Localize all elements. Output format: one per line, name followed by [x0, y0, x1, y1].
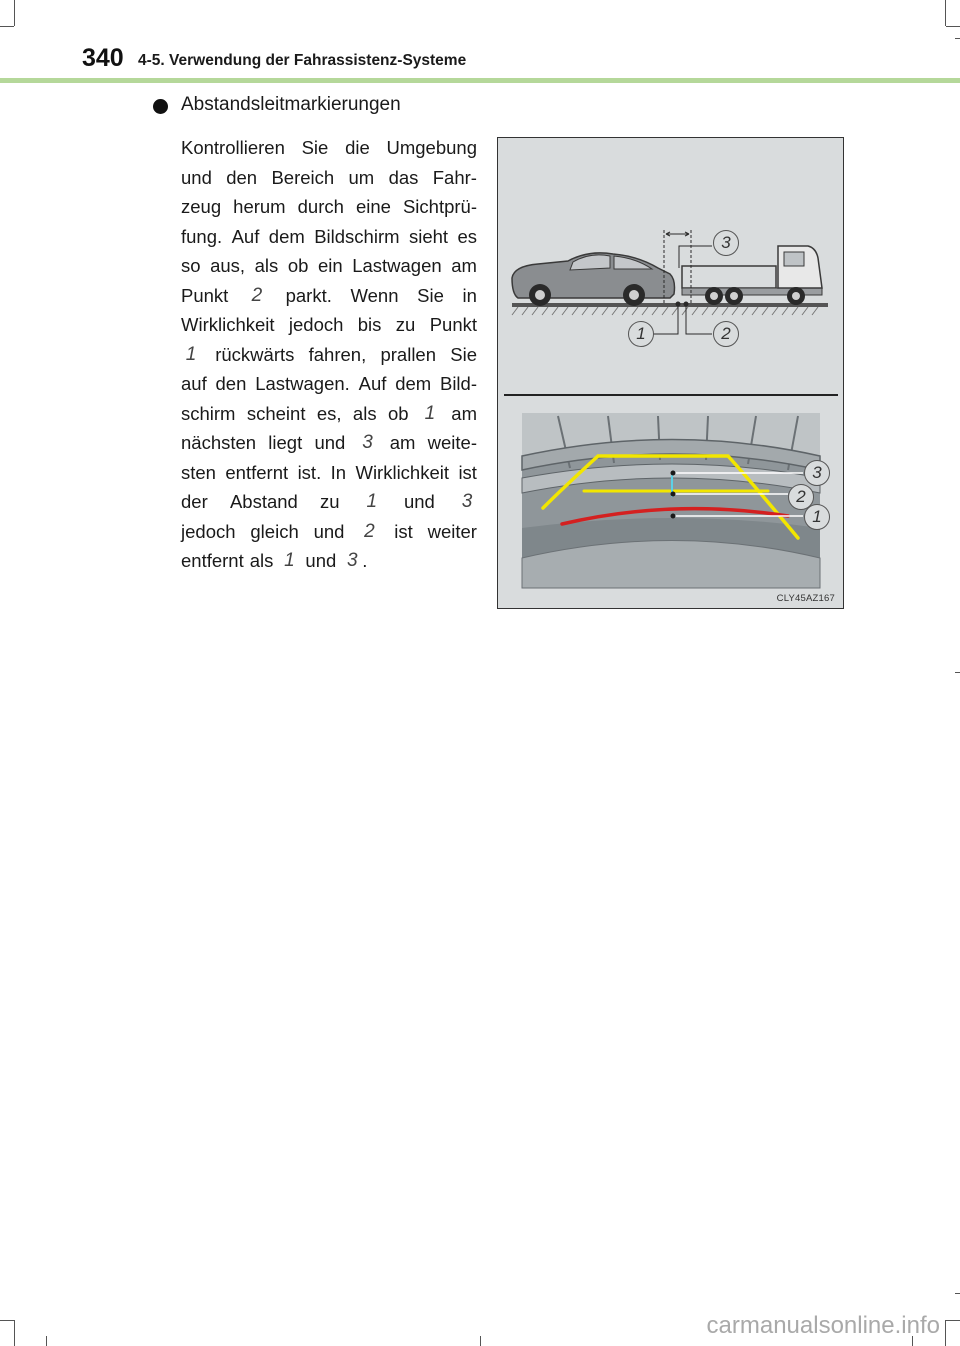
word: Punkt — [181, 284, 229, 306]
word: herum — [233, 196, 286, 217]
word: der — [181, 491, 208, 512]
word: eine — [355, 196, 391, 217]
word: ein — [317, 255, 343, 276]
word: Abstand — [229, 491, 298, 512]
crop-mark — [955, 1293, 960, 1294]
word: Fahr- — [432, 166, 477, 188]
point-reference: 1 — [424, 402, 436, 424]
word: fung. — [181, 225, 223, 247]
text-line — [181, 369, 477, 399]
word: den — [226, 166, 258, 188]
word: dem — [268, 225, 305, 247]
word: und — [305, 550, 337, 571]
word: am — [451, 255, 477, 276]
word: Punkt — [429, 314, 477, 335]
figure-illustration — [498, 138, 844, 609]
figure-code: CLY45AZ167 — [776, 593, 835, 604]
figure-label-1-bottom: 1 — [804, 504, 830, 530]
word: Umgebung — [386, 137, 477, 158]
word: Kontrollieren — [181, 137, 285, 158]
point-reference: 2 — [364, 520, 375, 542]
crop-mark — [955, 38, 960, 39]
figure-label-3-bottom: 3 — [804, 460, 830, 486]
crop-mark — [480, 1336, 481, 1346]
word: Lastwagen. — [255, 373, 350, 394]
word: als — [249, 550, 274, 571]
point-reference: 2 — [251, 284, 263, 306]
word: am — [389, 432, 416, 453]
point-reference: 3 — [346, 550, 358, 571]
word: Bereich — [271, 166, 335, 188]
word: Wirklichkeit — [355, 461, 450, 483]
word: das — [388, 166, 419, 188]
text-line — [181, 281, 477, 311]
word: um — [348, 166, 375, 188]
point-reference: 3 — [461, 491, 473, 512]
word: auf — [181, 373, 207, 394]
word: nächsten — [181, 432, 257, 453]
word: Wenn — [350, 284, 399, 306]
word: ist — [458, 461, 477, 483]
body-text — [181, 133, 477, 576]
point-reference: 1 — [366, 491, 378, 512]
word: Auf — [358, 373, 387, 394]
word: als — [254, 255, 279, 276]
word: durch — [297, 196, 344, 217]
word: sten — [181, 461, 216, 483]
word: und — [181, 166, 212, 188]
word: gleich — [250, 520, 299, 542]
word: jedoch — [288, 314, 344, 335]
word: weiter — [427, 520, 477, 542]
text-line — [181, 222, 477, 252]
word: dem — [395, 373, 432, 394]
point-reference: 1 — [284, 550, 295, 571]
word: sieht — [408, 225, 449, 247]
word: prallen — [380, 343, 437, 365]
word: Sichtprü- — [402, 196, 477, 217]
distance-guide-figure — [497, 137, 844, 609]
word: Sie — [417, 284, 444, 306]
word: aus, — [210, 255, 246, 276]
word: weite- — [427, 432, 477, 453]
word: Auf — [231, 225, 260, 247]
word: Wirklichkeit — [181, 314, 275, 335]
watermark: carmanualsonline.info — [706, 1312, 940, 1339]
crop-mark — [945, 1320, 946, 1346]
figure-label-2-bottom: 2 — [788, 484, 814, 510]
word: jedoch — [181, 520, 236, 542]
text-line — [181, 546, 477, 576]
header-rule — [0, 78, 960, 83]
word: als — [352, 402, 377, 424]
crop-mark — [0, 26, 14, 27]
crop-mark — [945, 0, 946, 26]
figure-label-3-top: 3 — [713, 230, 739, 256]
word: und — [313, 520, 345, 542]
word: und — [314, 432, 346, 453]
word: zu — [320, 491, 340, 512]
crop-mark — [946, 1320, 960, 1321]
word: ob — [387, 402, 409, 424]
crop-mark — [946, 26, 960, 27]
crop-mark — [14, 1320, 15, 1346]
page-number: 340 — [82, 44, 124, 72]
section-title: 4-5. Verwendung der Fahrassistenz-Systeme — [138, 52, 467, 69]
word: parkt. — [285, 284, 332, 306]
word: es, — [316, 402, 342, 424]
bullet-heading: Abstandsleitmarkierungen — [181, 94, 401, 115]
text-line — [181, 340, 477, 370]
word: schirm — [181, 402, 236, 424]
bullet-icon — [153, 99, 168, 114]
text-line — [181, 192, 477, 222]
word: Bildschirm — [314, 225, 400, 247]
word: die — [345, 137, 370, 158]
text-line — [181, 251, 477, 281]
crop-mark — [46, 1336, 47, 1346]
word: zeug — [181, 196, 222, 217]
word: den — [215, 373, 247, 394]
word: liegt — [268, 432, 303, 453]
word: Sie — [301, 137, 329, 158]
word: In — [330, 461, 347, 483]
text-line — [181, 133, 477, 163]
word: entfernt — [225, 461, 289, 483]
word: Lastwagen — [352, 255, 442, 276]
word: es — [457, 225, 477, 247]
text-line — [181, 428, 477, 458]
text-line — [181, 487, 477, 517]
word: ist. — [297, 461, 322, 483]
word: bis — [357, 314, 382, 335]
crop-mark — [955, 672, 960, 673]
word: ob — [287, 255, 309, 276]
figure-label-2-top: 2 — [713, 321, 739, 347]
text-line — [181, 517, 477, 547]
text-line — [181, 399, 477, 429]
text-line — [181, 458, 477, 488]
word: so — [181, 255, 201, 276]
word: rückwärts — [215, 343, 295, 365]
word: fahren, — [308, 343, 367, 365]
word: Bild- — [439, 373, 477, 394]
text-line — [181, 310, 477, 340]
word: entfernt — [181, 550, 244, 571]
side-view-scene — [498, 138, 844, 396]
text-line — [181, 163, 477, 193]
camera-view-scene — [522, 413, 820, 588]
crop-mark — [14, 0, 15, 26]
word: und — [403, 491, 435, 512]
word: zu — [395, 314, 416, 335]
word: am — [451, 402, 477, 424]
crop-mark — [0, 1320, 14, 1321]
word: . — [362, 550, 368, 571]
word: in — [462, 284, 477, 306]
point-reference: 1 — [185, 343, 197, 365]
word: Sie — [450, 343, 477, 365]
figure-label-1-top: 1 — [628, 321, 654, 347]
word: scheint — [246, 402, 306, 424]
word: ist — [394, 520, 413, 542]
point-reference: 3 — [362, 432, 373, 453]
